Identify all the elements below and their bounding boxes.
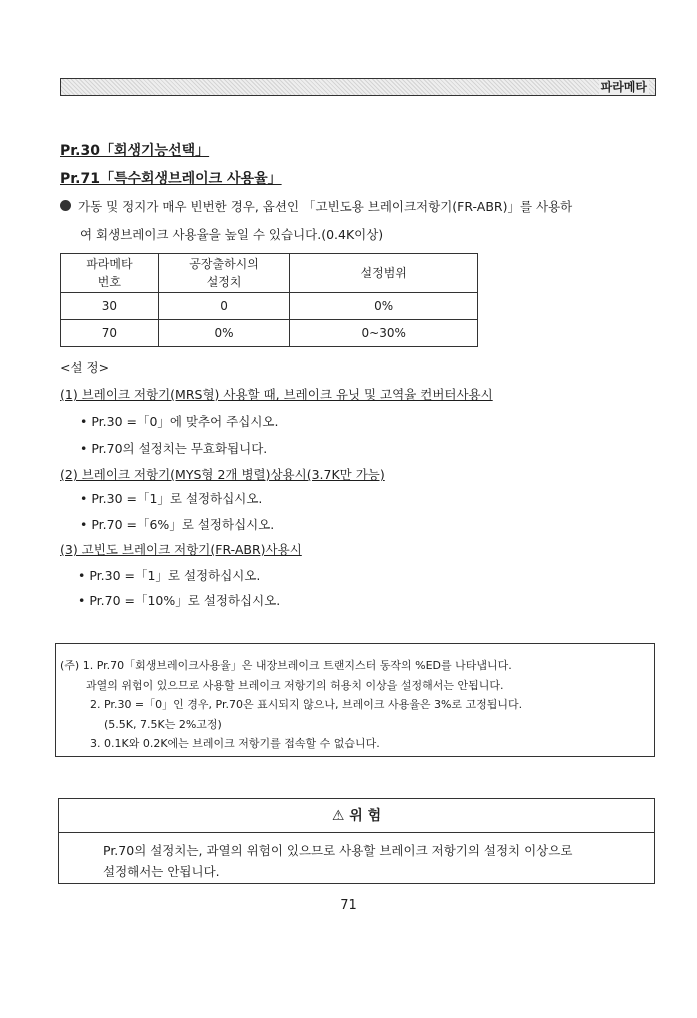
note-line-3: 2. Pr.30 =「0」인 경우, Pr.70은 표시되지 않으나, 브레이크 사용율은 3%로 고정됩니다. [90, 698, 523, 711]
warning-title: ⚠ 위 험 [59, 799, 654, 833]
heading-pr30: Pr.30「회생기능선택」 [60, 143, 210, 159]
case-2-title: (2) 브레이크 저항기(MYS형 2개 병렬)상용시(3.7K만 가능) [60, 467, 385, 482]
header-param-l1: 파라메타 [86, 257, 133, 271]
header-factory-l2: 설정치 [206, 275, 242, 289]
header-param-l2: 번호 [97, 275, 121, 289]
cell-range: 0~30% [290, 320, 478, 347]
case-3-item-2: • Pr.70 =「10%」로 설정하십시오. [78, 593, 281, 608]
note-line-5: 3. 0.1K와 0.2K에는 브레이크 저항기를 접속할 수 없습니다. [90, 737, 380, 750]
intro-line-1: 가동 및 정지가 매우 빈번한 경우, 옵션인 「고빈도용 브레이크저항기(FR-ABR)」를 사용하 [78, 199, 573, 214]
header-param-number [61, 254, 159, 293]
header-factory-l1: 공장출하시의 [189, 257, 259, 271]
table-row [61, 293, 478, 320]
note-line-1: (주) 1. Pr.70「회생브레이크사용율」은 내장브레이크 트랜지스터 동작의 %ED를 나타냅니다. [60, 659, 512, 672]
cell-factory: 0 [158, 293, 290, 320]
warning-line-2: 설정해서는 안됩니다. [103, 864, 220, 879]
case-3-title: (3) 고빈도 브레이크 저항기(FR-ABR)사용시 [60, 542, 302, 557]
table-row [61, 320, 478, 347]
cell-factory: 0% [158, 320, 290, 347]
case-2-item-1: • Pr.30 =「1」로 설정하십시오. [80, 491, 263, 506]
intro-line-2: 여 회생브레이크 사용율을 높일 수 있습니다.(0.4K이상) [80, 227, 384, 242]
cell-range: 0% [290, 293, 478, 320]
settings-title: <설 정> [60, 360, 110, 375]
case-1-item-2: • Pr.70의 설정치는 무효화됩니다. [80, 441, 268, 456]
warning-box [58, 798, 655, 884]
header-factory-setting [158, 254, 290, 293]
table-header-row [61, 254, 478, 293]
case-3-item-1: • Pr.30 =「1」로 설정하십시오. [78, 568, 261, 583]
section-label: 파라메타 [600, 80, 647, 94]
note-box [55, 643, 655, 757]
cell-param: 70 [61, 320, 159, 347]
section-header-bar [60, 78, 656, 96]
header-setting-range: 설정범위 [290, 254, 478, 293]
cell-param: 30 [61, 293, 159, 320]
page-number: 71 [340, 898, 357, 913]
case-2-item-2: • Pr.70 =「6%」로 설정하십시오. [80, 517, 275, 532]
parameter-table [60, 253, 478, 347]
case-1-item-1: • Pr.30 =「0」에 맞추어 주십시오. [80, 414, 279, 429]
warning-line-1: Pr.70의 설정치는, 과열의 위험이 있으므로 사용할 브레이크 저항기의 설정치 이상으로 [103, 843, 573, 858]
note-line-2: 과열의 위험이 있으므로 사용할 브레이크 저항기의 허용치 이상을 설정해서는 안됩니다. [86, 679, 504, 692]
case-1-title: (1) 브레이크 저항기(MRS형) 사용할 때, 브레이크 유닛 및 고역율 컨버터사용시 [60, 387, 493, 402]
bullet-dot-icon [60, 200, 71, 211]
heading-pr71: Pr.71「특수회생브레이크 사용율」 [60, 171, 282, 187]
note-line-4: (5.5K, 7.5K는 2%고정) [104, 718, 222, 731]
